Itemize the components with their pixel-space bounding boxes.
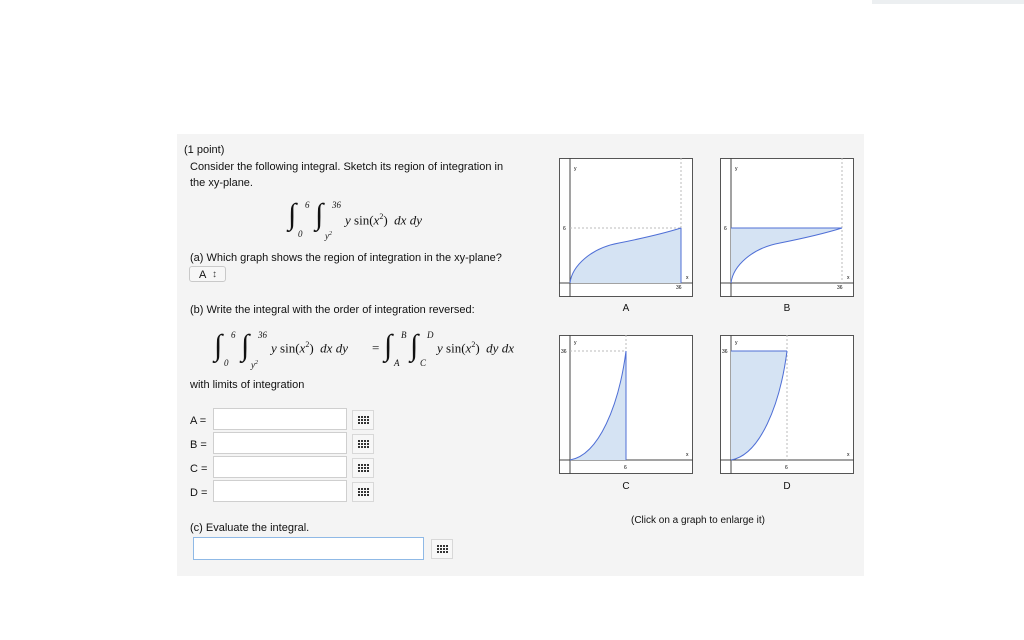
- graph-b-label: B: [783, 303, 791, 314]
- rhs-inner-lower: C: [420, 358, 427, 368]
- keypad-dot: [364, 470, 366, 472]
- keypad-dot: [358, 440, 360, 442]
- integral-sign-outer: ∫: [288, 198, 297, 231]
- keypad-dot: [364, 494, 366, 496]
- graph-c[interactable]: [559, 335, 693, 474]
- keypad-dot: [367, 491, 369, 493]
- graph-a-y-mark: 6: [563, 226, 566, 232]
- outer-lower-limit: 0: [298, 229, 303, 239]
- keypad-dot: [367, 488, 369, 490]
- graph-c-label: C: [622, 481, 630, 492]
- keypad-dot: [367, 440, 369, 442]
- keypad-grid-icon: [432, 540, 452, 558]
- keypad-grid-icon: [353, 435, 373, 453]
- keypad-icon[interactable]: [352, 434, 374, 454]
- keypad-grid-icon: [353, 411, 373, 429]
- keypad-dot: [358, 488, 360, 490]
- keypad-dot: [440, 545, 442, 547]
- keypad-dot: [364, 467, 366, 469]
- keypad-dot: [367, 443, 369, 445]
- intro-text-line1: Consider the following integral. Sketch its region of integration in: [190, 161, 504, 173]
- graph-select[interactable]: [189, 266, 226, 282]
- keypad-dot: [367, 464, 369, 466]
- keypad-dot: [367, 416, 369, 418]
- rhs-integral-sign-outer: ∫: [384, 329, 393, 362]
- field-c-input[interactable]: [213, 456, 347, 478]
- lhs-outer-upper: 6: [231, 330, 236, 340]
- graph-c-y-axis-label: y: [574, 340, 577, 346]
- integrand: y $\sin(x^2)$ dx dy: [345, 212, 422, 228]
- keypad-dot: [358, 416, 360, 418]
- rhs-integrand: y $\sin(x^2)$ dy dx: [437, 340, 514, 356]
- graph-a-label: A: [622, 303, 630, 314]
- keypad-dot: [361, 443, 363, 445]
- keypad-icon[interactable]: [352, 458, 374, 478]
- keypad-icon[interactable]: [431, 539, 453, 559]
- graph-a-x-mark: 36: [676, 285, 682, 291]
- keypad-dot: [361, 464, 363, 466]
- keypad-dot: [367, 446, 369, 448]
- keypad-dot: [361, 494, 363, 496]
- graph-b-x-axis-label: x: [847, 275, 850, 281]
- limits-text: with limits of integration: [190, 379, 305, 391]
- graph-d-label: D: [783, 481, 791, 492]
- keypad-dot: [361, 419, 363, 421]
- field-a-label: A =: [190, 415, 207, 427]
- field-b-input[interactable]: [213, 432, 347, 454]
- keypad-dot: [358, 464, 360, 466]
- lhs-integral-sign-inner: ∫: [241, 329, 250, 362]
- keypad-dot: [437, 545, 439, 547]
- keypad-dot: [367, 419, 369, 421]
- graph-enlarge-caption: (Click on a graph to enlarge it): [631, 515, 765, 526]
- keypad-dot: [358, 494, 360, 496]
- keypad-dot: [446, 548, 448, 550]
- keypad-dot: [358, 467, 360, 469]
- keypad-dot: [364, 416, 366, 418]
- keypad-dot: [361, 491, 363, 493]
- field-d-label: D =: [190, 487, 208, 499]
- graph-c-x-axis-label: x: [686, 452, 689, 458]
- keypad-grid-icon: [353, 483, 373, 501]
- keypad-dot: [367, 470, 369, 472]
- graph-c-x-mark: 6: [624, 465, 627, 471]
- keypad-dot: [364, 419, 366, 421]
- keypad-dot: [361, 470, 363, 472]
- keypad-dot: [367, 467, 369, 469]
- graph-d[interactable]: [720, 335, 854, 474]
- graph-b-x-mark: 36: [837, 285, 843, 291]
- part-c-question: (c) Evaluate the integral.: [190, 522, 310, 534]
- part-b-question: (b) Write the integral with the order of integration reversed:: [190, 304, 475, 316]
- rhs-inner-upper: D: [427, 330, 434, 340]
- keypad-dot: [440, 551, 442, 553]
- graph-a[interactable]: [559, 158, 693, 297]
- field-a-input[interactable]: [213, 408, 347, 430]
- graph-d-x-mark: 6: [785, 465, 788, 471]
- keypad-dot: [358, 491, 360, 493]
- keypad-dot: [358, 446, 360, 448]
- integral-sign-inner: ∫: [315, 198, 324, 231]
- inner-upper-limit: 36: [332, 200, 341, 210]
- keypad-dot: [361, 422, 363, 424]
- keypad-dot: [361, 488, 363, 490]
- graph-select-value: A: [199, 269, 207, 281]
- outer-upper-limit: 6: [305, 200, 310, 210]
- keypad-dot: [437, 551, 439, 553]
- keypad-dot: [440, 548, 442, 550]
- keypad-dot: [358, 470, 360, 472]
- lhs-inner-lower: $y^2$: [251, 360, 258, 370]
- keypad-dot: [367, 422, 369, 424]
- lhs-outer-lower: 0: [224, 358, 229, 368]
- equals-sign: =: [372, 340, 380, 355]
- graph-a-y-axis-label: y: [574, 166, 577, 172]
- keypad-dot: [358, 443, 360, 445]
- field-d-input[interactable]: [213, 480, 347, 502]
- graph-b-y-mark: 6: [724, 226, 727, 232]
- keypad-dot: [364, 443, 366, 445]
- keypad-dot: [364, 491, 366, 493]
- keypad-dot: [443, 548, 445, 550]
- graph-b[interactable]: [720, 158, 854, 297]
- graph-d-y-axis-label: y: [735, 340, 738, 346]
- keypad-dot: [358, 419, 360, 421]
- keypad-dot: [443, 545, 445, 547]
- field-c-label: C =: [190, 463, 208, 475]
- keypad-dot: [443, 551, 445, 553]
- keypad-dot: [364, 464, 366, 466]
- graph-d-y-mark: 36: [722, 349, 728, 355]
- keypad-dot: [446, 545, 448, 547]
- graph-d-x-axis-label: x: [847, 452, 850, 458]
- graph-b-y-axis-label: y: [735, 166, 738, 172]
- keypad-dot: [446, 551, 448, 553]
- keypad-icon[interactable]: [352, 482, 374, 502]
- keypad-dot: [361, 446, 363, 448]
- keypad-dot: [358, 422, 360, 424]
- keypad-dot: [364, 440, 366, 442]
- keypad-dot: [364, 488, 366, 490]
- keypad-dot: [364, 446, 366, 448]
- keypad-dot: [361, 416, 363, 418]
- rhs-integral-sign-inner: ∫: [410, 329, 419, 362]
- graph-c-y-mark: 36: [561, 349, 567, 355]
- graph-a-x-axis-label: x: [686, 275, 689, 281]
- keypad-icon[interactable]: [352, 410, 374, 430]
- keypad-dot: [364, 422, 366, 424]
- keypad-grid-icon: [353, 459, 373, 477]
- lhs-inner-upper: 36: [258, 330, 267, 340]
- field-b-label: B =: [190, 439, 207, 451]
- keypad-dot: [437, 548, 439, 550]
- lhs-integrand: y $\sin(x^2)$ dx dy: [271, 340, 348, 356]
- point-value: (1 point): [184, 144, 225, 156]
- part-a-question: (a) Which graph shows the region of integration in the xy-plane?: [190, 252, 502, 264]
- top-bar: [872, 0, 1024, 4]
- intro-text-line2: the xy-plane.: [190, 177, 253, 189]
- updown-chevron-icon: ↕: [212, 269, 217, 280]
- rhs-outer-upper: B: [401, 330, 407, 340]
- keypad-dot: [367, 494, 369, 496]
- rhs-outer-lower: A: [394, 358, 400, 368]
- keypad-dot: [361, 467, 363, 469]
- lhs-integral-sign-outer: ∫: [214, 329, 223, 362]
- inner-lower-limit: $y^2$: [325, 231, 332, 241]
- keypad-dot: [361, 440, 363, 442]
- answer-c-input[interactable]: [193, 537, 424, 560]
